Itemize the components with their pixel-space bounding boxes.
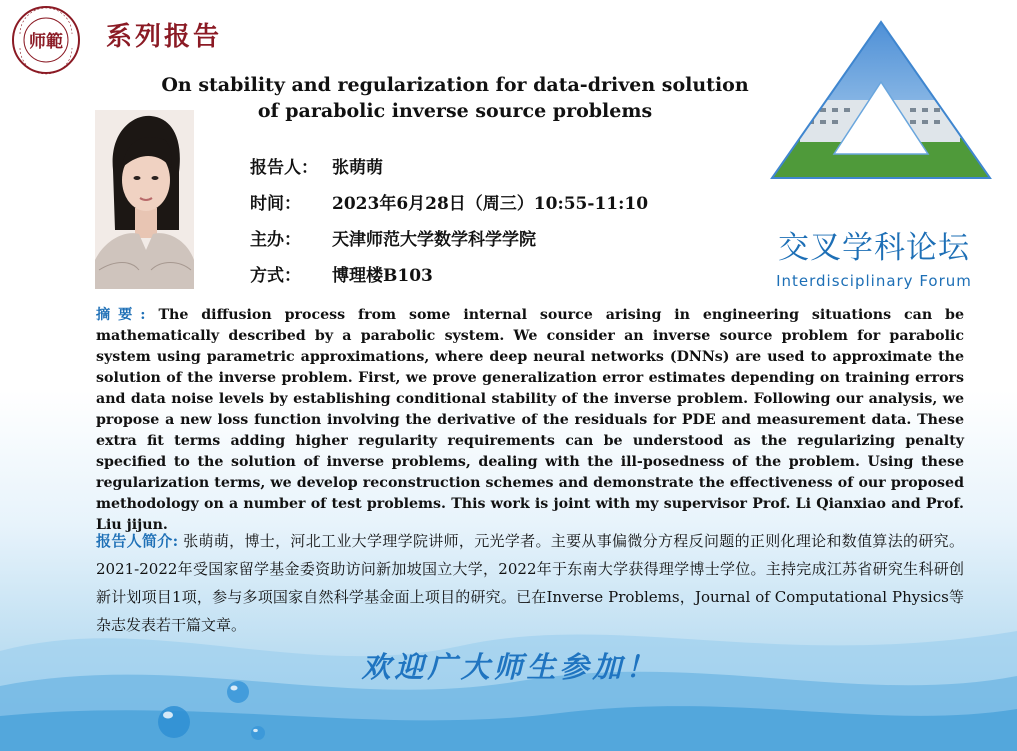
forum-name-en: Interdisciplinary Forum — [776, 272, 972, 290]
talk-title: On stability and regularization for data-driven solution of parabolic inverse source problems — [161, 74, 749, 122]
info-speaker — [250, 147, 648, 183]
info-label: 方式： — [250, 265, 301, 286]
info-value: 2023年6月28日（周三）10:55-11:10 — [332, 193, 649, 214]
university-logo — [10, 4, 90, 76]
info-value: 天津师范大学数学科学学院 — [332, 229, 536, 250]
abstract — [96, 305, 964, 536]
forum-logo-graphic — [770, 20, 992, 182]
speaker-photo — [95, 110, 194, 289]
welcome-banner: 欢迎广大师生参加！ — [361, 650, 659, 684]
water-droplet — [250, 725, 266, 741]
bio-text: 张萌萌，博士，河北工业大学理学院讲师，元光学者。主要从事偏微分方程反问题的正则化理论和数值算法的研究。2021-2022年受国家留学基金委资助访问新加坡国立大学，2022年于东南大学获得理学博士学位。主持完成江苏省研究生科研创新计划项目1项，参与多项国家自然科学基金面上项目的研究。已在Inverse Problems，Journal of Computational Physics等杂志发表若干篇文章。 — [96, 532, 964, 634]
water-droplet — [156, 704, 192, 740]
abstract-label: 摘要: — [96, 307, 146, 323]
speaker-bio — [96, 527, 964, 639]
forum-name-cn: 交叉学科论坛 — [778, 230, 970, 266]
series-title: 系列报告 — [106, 22, 223, 52]
talk-info — [250, 147, 648, 291]
water-droplet — [226, 680, 250, 704]
bio-label: 报告人简介: — [96, 532, 179, 550]
info-value: 博理楼B103 — [332, 265, 433, 286]
info-label: 时间： — [250, 193, 301, 214]
info-host — [250, 219, 648, 255]
info-value: 张萌萌 — [332, 157, 383, 178]
abstract-text: The diffusion process from some internal source arising in engineering situations can be mathematically described by a parabolic system. We consider an inverse source problem for parabolic system using parametric approximations, where deep neural networks (DNNs) are used to approximate the solution of the inverse problem. First, we prove generalization error estimates depending on training errors and data noise levels by establishing conditional stability of the inverse problem. Following our analysis, we propose a new loss function involving the derivative of the residuals for PDE and measurement data. These extra fit terms adding higher regularity requirements can be understood as the regularizing penalty specified to the solution of inverse problems, dealing with the ill-posedness of the problem. Using these regularization terms, we develop reconstruction schemes and demonstrate the effectiveness of our proposed methodology on a number of test problems. This work is joint with my supervisor Prof. Li Qianxiao and Prof. Liu jijun. — [96, 307, 964, 533]
info-label: 主办： — [250, 229, 301, 250]
info-label: 报告人： — [250, 157, 318, 178]
info-venue — [250, 255, 648, 291]
info-time — [250, 183, 648, 219]
svg-text:师範: 师範 — [29, 32, 63, 52]
